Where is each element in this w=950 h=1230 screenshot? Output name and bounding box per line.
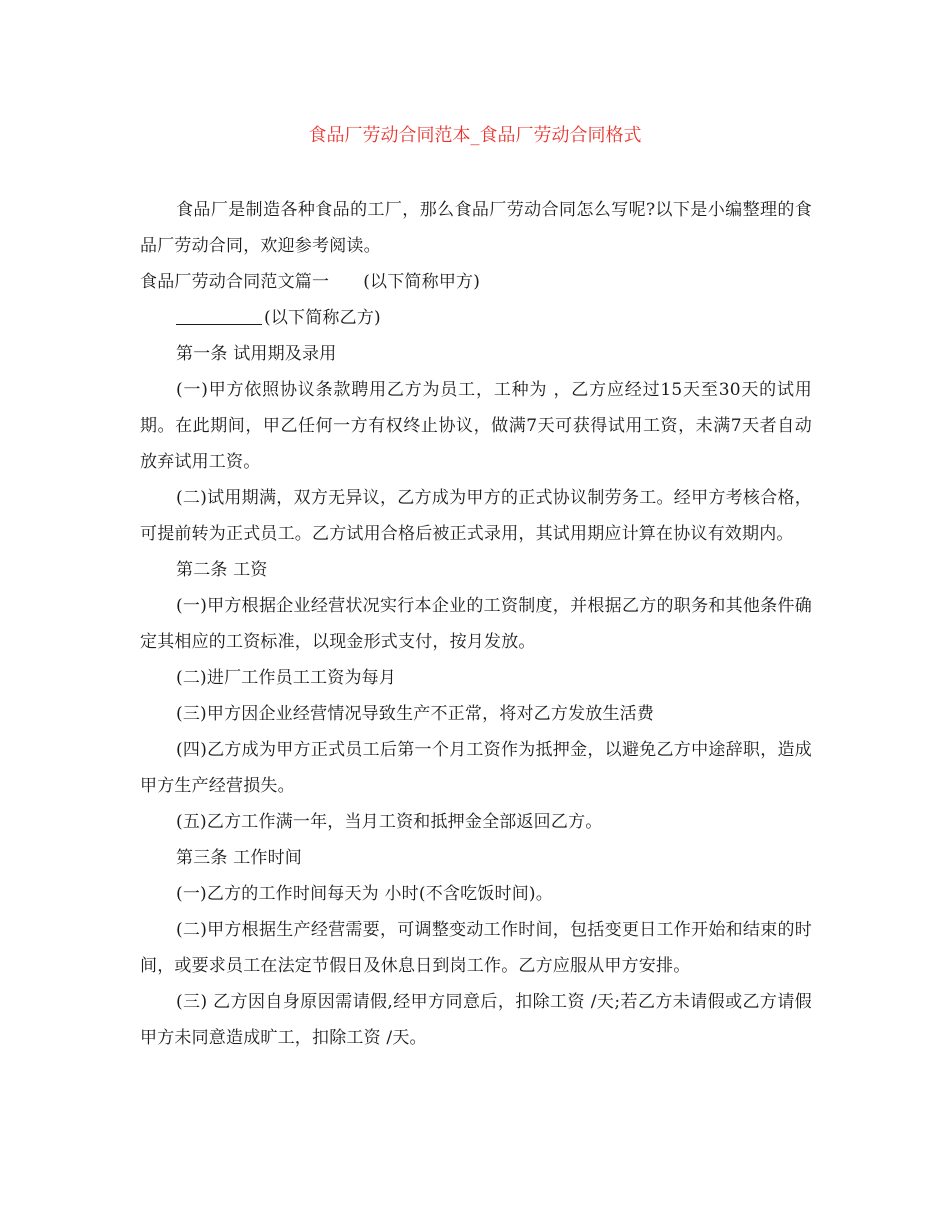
- party-b-line: [140, 300, 812, 336]
- party-b-label: (以下简称乙方): [264, 308, 381, 328]
- intro-paragraph: 食品厂是制造各种食品的工厂，那么食品厂劳动合同怎么写呢?以下是小编整理的食品厂劳动合同，欢迎参考阅读。: [140, 200, 812, 256]
- article-3-clause-2: (二)甲方根据生产经营需要，可调整变动工作时间，包括变更日工作开始和结束的时间，或要求员工在法定节假日及休息日到岗工作。乙方应服从甲方安排。: [140, 920, 812, 976]
- contract-heading-title: 食品厂劳动合同范文篇一: [140, 272, 330, 292]
- document-body: [140, 192, 812, 1056]
- article-3-title: 第三条 工作时间: [176, 848, 303, 868]
- article-1-clause-1: (一)甲方依照协议条款聘用乙方为员工，工种为 ，乙方应经过15天至30天的试用期。在此期间，甲乙任何一方有权终止协议，做满7天可获得试用工资，未满7天者自动放弃试用工资。: [140, 380, 812, 472]
- document-title: 食品厂劳动合同范本_食品厂劳动合同格式: [308, 125, 642, 146]
- article-2-clause-5: (五)乙方工作满一年，当月工资和抵押金全部返回乙方。: [176, 812, 603, 832]
- party-a-label: (以下简称甲方): [363, 272, 481, 292]
- article-2-clause-3: (三)甲方因企业经营情况导致生产不正常，将对乙方发放生活费: [176, 704, 655, 724]
- article-3-clause-3: (三) 乙方因自身原因需请假,经甲方同意后，扣除工资 /天;若乙方未请假或乙方请假甲方未同意造成旷工，扣除工资 /天。: [140, 992, 812, 1048]
- article-2-clause-4: (四)乙方成为甲方正式员工后第一个月工资作为抵押金，以避免乙方中途辞职，造成甲方生产经营损失。: [140, 740, 812, 796]
- article-1-title: 第一条 试用期及录用: [176, 344, 337, 364]
- article-3-clause-1: (一)乙方的工作时间每天为 小时(不含吃饭时间)。: [176, 884, 553, 904]
- article-2-clause-1: (一)甲方根据企业经营状况实行本企业的工资制度，并根据乙方的职务和其他条件确定其相应的工资标准，以现金形式支付，按月发放。: [140, 596, 812, 652]
- party-b-blank-line: [176, 306, 262, 325]
- article-1-clause-2: (二)试用期满，双方无异议，乙方成为甲方的正式协议制劳务工。经甲方考核合格，可提前转为正式员工。乙方试用合格后被正式录用，其试用期应计算在协议有效期内。: [140, 488, 812, 544]
- article-2-title: 第二条 工资: [176, 560, 268, 580]
- contract-heading: [140, 264, 812, 300]
- article-2-clause-2: (二)进厂工作员工工资为每月: [176, 668, 397, 688]
